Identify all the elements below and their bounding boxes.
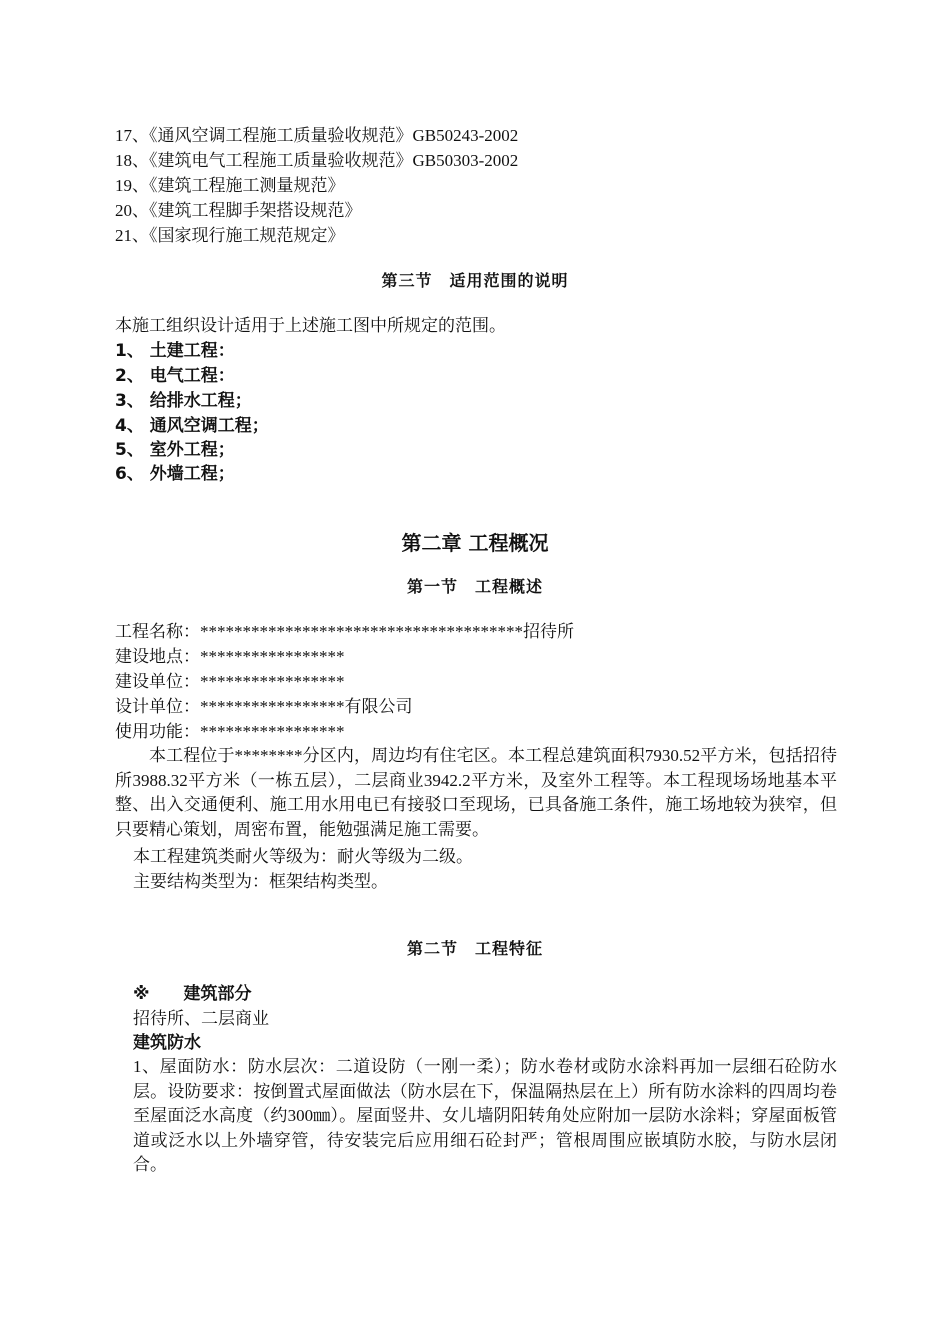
reference-item-20: 20、《建筑工程脚手架搭设规范》 (115, 201, 362, 220)
section3-heading: 第三节 适用范围的说明 (381, 271, 569, 290)
scope-item-5: 5、 室外工程； (115, 440, 235, 460)
structure-type-text: 主要结构类型为：框架结构类型。 (133, 872, 388, 891)
section1-heading: 第一节 工程概述 (406, 577, 543, 596)
waterproof-paragraph: 1、屋面防水：防水层次：二道设防（一刚一柔）；防水卷材或防水涂料再加一层细石砼防水层。设防要求：按倒置式屋面做法（防水层在下，保温隔热层在上）所有防水涂料的四周均卷至屋面泛水高度（约300㎜）。屋面竖井、女儿墙阴阳转角处应附加一层防水涂料；穿屋面板管道或泛水以上外墙穿管，待安装完后应用细石砼封严；管根周围应嵌填防水胶，与防水层闭合。 (133, 1057, 837, 1174)
architecture-part-heading: ※ 建筑部分 (133, 984, 252, 1004)
scope-item-4: 4、 通风空调工程； (115, 416, 269, 436)
section2-heading: 第二节 工程特征 (406, 939, 543, 958)
reference-item-18: 18、《建筑电气工程施工质量验收规范》GB50303-2002 (115, 151, 519, 170)
waterproof-heading: 建筑防水 (133, 1033, 201, 1053)
field-location: 建设地点：***************** (115, 647, 345, 666)
field-project-name: 工程名称：**************************************招待所 (115, 622, 574, 641)
architecture-part-subtitle: 招待所、二层商业 (133, 1009, 269, 1028)
field-function: 使用功能：***************** (115, 722, 345, 741)
overview-paragraph: 本工程位于********分区内，周边均有住宅区。本工程总建筑面积7930.52平方米，包括招待所3988.32平方米（一栋五层），二层商业3942.2平方米，及室外工程等。本工程现场场地基本平整、出入交通便利、施工用水用电已有接驳口至现场，已具备施工条件，施工场地较为狭窄，但只要精心策划，周密布置，能勉强满足施工需要。 (115, 746, 837, 839)
field-owner: 建设单位：***************** (115, 672, 345, 691)
section3-intro: 本施工组织设计适用于上述施工图中所规定的范围。 (115, 316, 506, 335)
scope-item-3: 3、 给排水工程； (115, 391, 252, 411)
chapter-title: 第二章 工程概况 (401, 531, 549, 555)
fire-rating-text: 本工程建筑类耐火等级为：耐火等级为二级。 (133, 847, 473, 866)
reference-item-21: 21、《国家现行施工规范规定》 (115, 226, 345, 245)
reference-item-17: 17、《通风空调工程施工质量验收规范》GB50243-2002 (115, 126, 519, 145)
field-designer: 设计单位：*****************有限公司 (115, 697, 413, 716)
scope-item-1: 1、 土建工程： (115, 341, 235, 361)
scope-item-2: 2、 电气工程： (115, 366, 235, 386)
reference-item-19: 19、《建筑工程施工测量规范》 (115, 176, 345, 195)
scope-item-6: 6、 外墙工程； (115, 464, 235, 484)
